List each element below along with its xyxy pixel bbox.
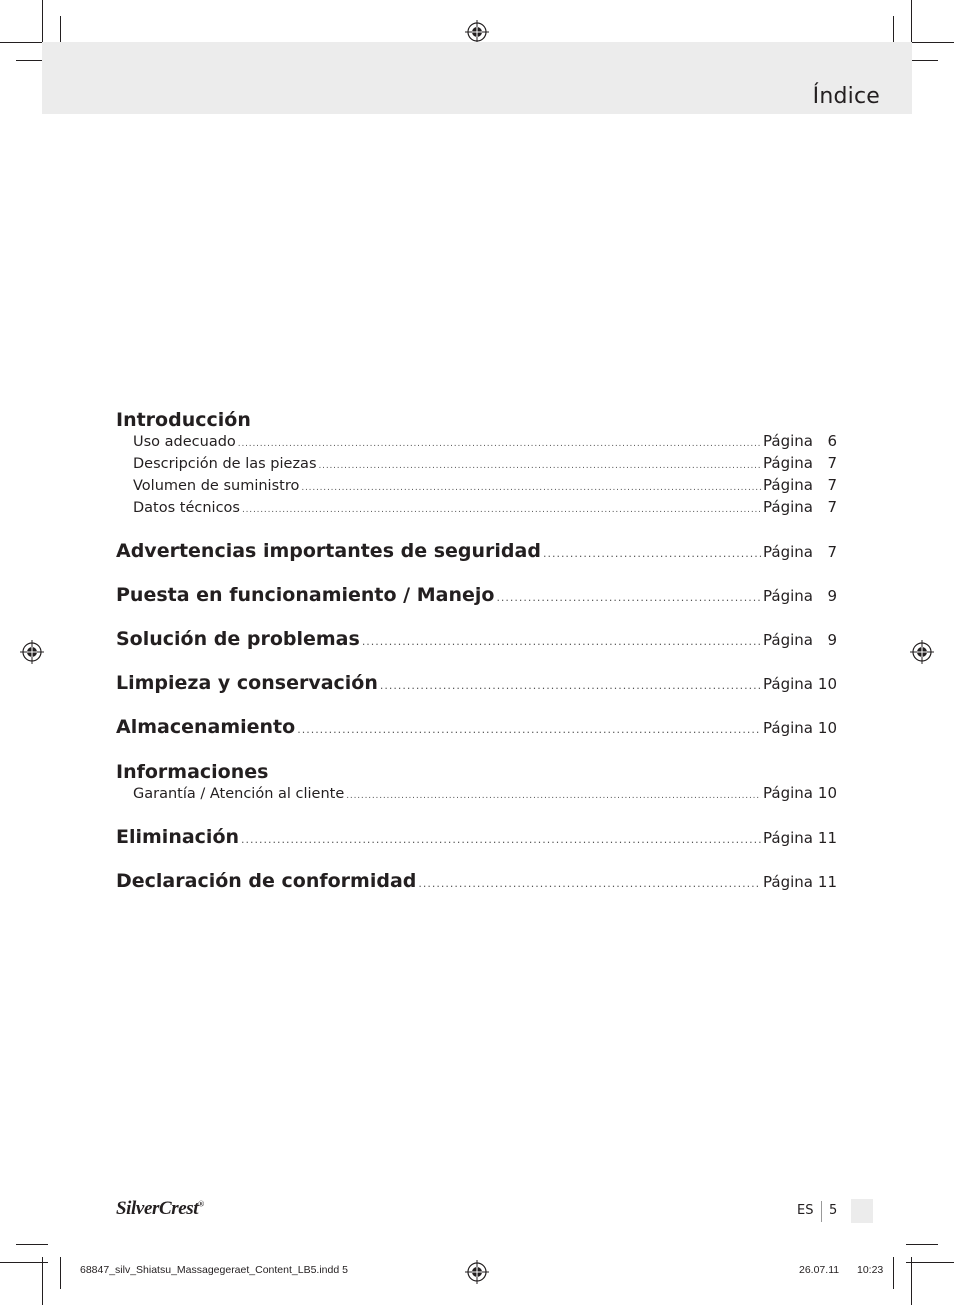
page-label: Página bbox=[763, 543, 813, 561]
page-label: Página bbox=[763, 873, 813, 891]
toc-item[interactable] bbox=[116, 498, 837, 520]
toc-section-limpieza[interactable] bbox=[116, 672, 837, 696]
leader-dots bbox=[362, 635, 761, 648]
registration-mark-icon bbox=[465, 1260, 489, 1284]
registration-mark-icon bbox=[910, 640, 934, 664]
crop-mark bbox=[0, 1262, 48, 1263]
crop-mark bbox=[60, 1257, 61, 1289]
page-number: 7 bbox=[827, 476, 837, 494]
page-number: 9 bbox=[827, 631, 837, 649]
brand-name: SilverCrest bbox=[116, 1198, 199, 1219]
page-number: 7 bbox=[827, 498, 837, 516]
page-label: Página bbox=[763, 829, 813, 847]
page-label: Página bbox=[763, 454, 813, 472]
page-number: 11 bbox=[817, 873, 837, 891]
crop-mark bbox=[911, 1257, 912, 1305]
page-label: Página bbox=[763, 719, 813, 737]
page-label: Página bbox=[763, 476, 813, 494]
page-label: Página bbox=[763, 432, 813, 450]
crop-mark bbox=[893, 1257, 894, 1289]
toc-section-label: Advertencias importantes de seguridad bbox=[116, 540, 541, 562]
toc-section-label: Almacenamiento bbox=[116, 716, 296, 738]
leader-dots bbox=[496, 591, 761, 604]
toc-section-informaciones[interactable]: Informaciones bbox=[116, 761, 269, 783]
footer-divider bbox=[821, 1201, 822, 1222]
toc-section-solucion[interactable] bbox=[116, 628, 837, 652]
toc-section-introduccion[interactable]: Introducción bbox=[116, 409, 251, 431]
toc-section-label: Solución de problemas bbox=[116, 628, 360, 650]
toc-item-label: Garantía / Atención al cliente bbox=[133, 786, 345, 802]
toc-item[interactable] bbox=[116, 432, 837, 454]
toc-section-declaracion[interactable] bbox=[116, 870, 837, 894]
toc-item-label: Datos técnicos bbox=[133, 500, 240, 516]
page-number: 7 bbox=[827, 454, 837, 472]
slug-filename: 68847_silv_Shiatsu_Massagegeraet_Content_LB5.indd 5 bbox=[80, 1264, 348, 1276]
slug-time: 10:23 bbox=[857, 1264, 884, 1276]
crop-mark bbox=[42, 0, 43, 48]
header-band bbox=[42, 42, 912, 114]
page-number: 6 bbox=[827, 432, 837, 450]
leader-dots bbox=[418, 877, 761, 890]
leader-dots bbox=[241, 833, 761, 846]
leader-dots bbox=[242, 505, 761, 515]
toc-item[interactable] bbox=[116, 784, 837, 806]
registration-mark-icon bbox=[20, 640, 44, 664]
crop-mark bbox=[42, 1257, 43, 1305]
page-label: Página bbox=[763, 498, 813, 516]
leader-dots bbox=[297, 723, 761, 736]
registration-mark-icon bbox=[465, 20, 489, 44]
page-label: Página bbox=[763, 675, 813, 693]
page-number: 10 bbox=[817, 719, 837, 737]
leader-dots bbox=[346, 791, 761, 801]
footer-tab-box bbox=[851, 1199, 873, 1223]
toc-section-label: Puesta en funcionamiento / Manejo bbox=[116, 584, 495, 606]
crop-mark bbox=[906, 1262, 954, 1263]
crop-mark bbox=[906, 1244, 938, 1245]
page-label: Página bbox=[763, 631, 813, 649]
page-number-footer: 5 bbox=[829, 1203, 838, 1218]
page-number: 11 bbox=[817, 829, 837, 847]
toc-section-almacenamiento[interactable] bbox=[116, 716, 837, 740]
page-number: 10 bbox=[817, 784, 837, 802]
leader-dots bbox=[543, 547, 761, 560]
crop-mark bbox=[911, 0, 912, 48]
toc-item[interactable] bbox=[116, 476, 837, 498]
toc-section-label: Declaración de conformidad bbox=[116, 870, 417, 892]
table-of-contents bbox=[116, 408, 837, 894]
page-title: Índice bbox=[812, 84, 880, 109]
toc-section-label: Eliminación bbox=[116, 826, 240, 848]
toc-section-advertencias[interactable] bbox=[116, 540, 837, 564]
crop-mark bbox=[16, 1244, 48, 1245]
page-number: 7 bbox=[827, 543, 837, 561]
leader-dots bbox=[301, 483, 761, 493]
toc-item[interactable] bbox=[116, 454, 837, 476]
crop-mark bbox=[906, 42, 954, 43]
toc-section-eliminacion[interactable] bbox=[116, 826, 837, 850]
toc-section-puesta[interactable] bbox=[116, 584, 837, 608]
registered-mark: ® bbox=[198, 1199, 204, 1209]
toc-section-label: Limpieza y conservación bbox=[116, 672, 378, 694]
language-code: ES bbox=[797, 1203, 814, 1218]
leader-dots bbox=[380, 679, 761, 692]
toc-item-label: Descripción de las piezas bbox=[133, 456, 317, 472]
leader-dots bbox=[238, 439, 761, 449]
page-label: Página bbox=[763, 784, 813, 802]
toc-item-label: Uso adecuado bbox=[133, 434, 236, 450]
page-number: 10 bbox=[817, 675, 837, 693]
brand-logo bbox=[116, 1198, 204, 1220]
toc-item-label: Volumen de suministro bbox=[133, 478, 300, 494]
leader-dots bbox=[319, 461, 762, 471]
slug-date: 26.07.11 bbox=[799, 1264, 840, 1276]
page-number: 9 bbox=[827, 587, 837, 605]
crop-mark bbox=[0, 42, 48, 43]
page-label: Página bbox=[763, 587, 813, 605]
